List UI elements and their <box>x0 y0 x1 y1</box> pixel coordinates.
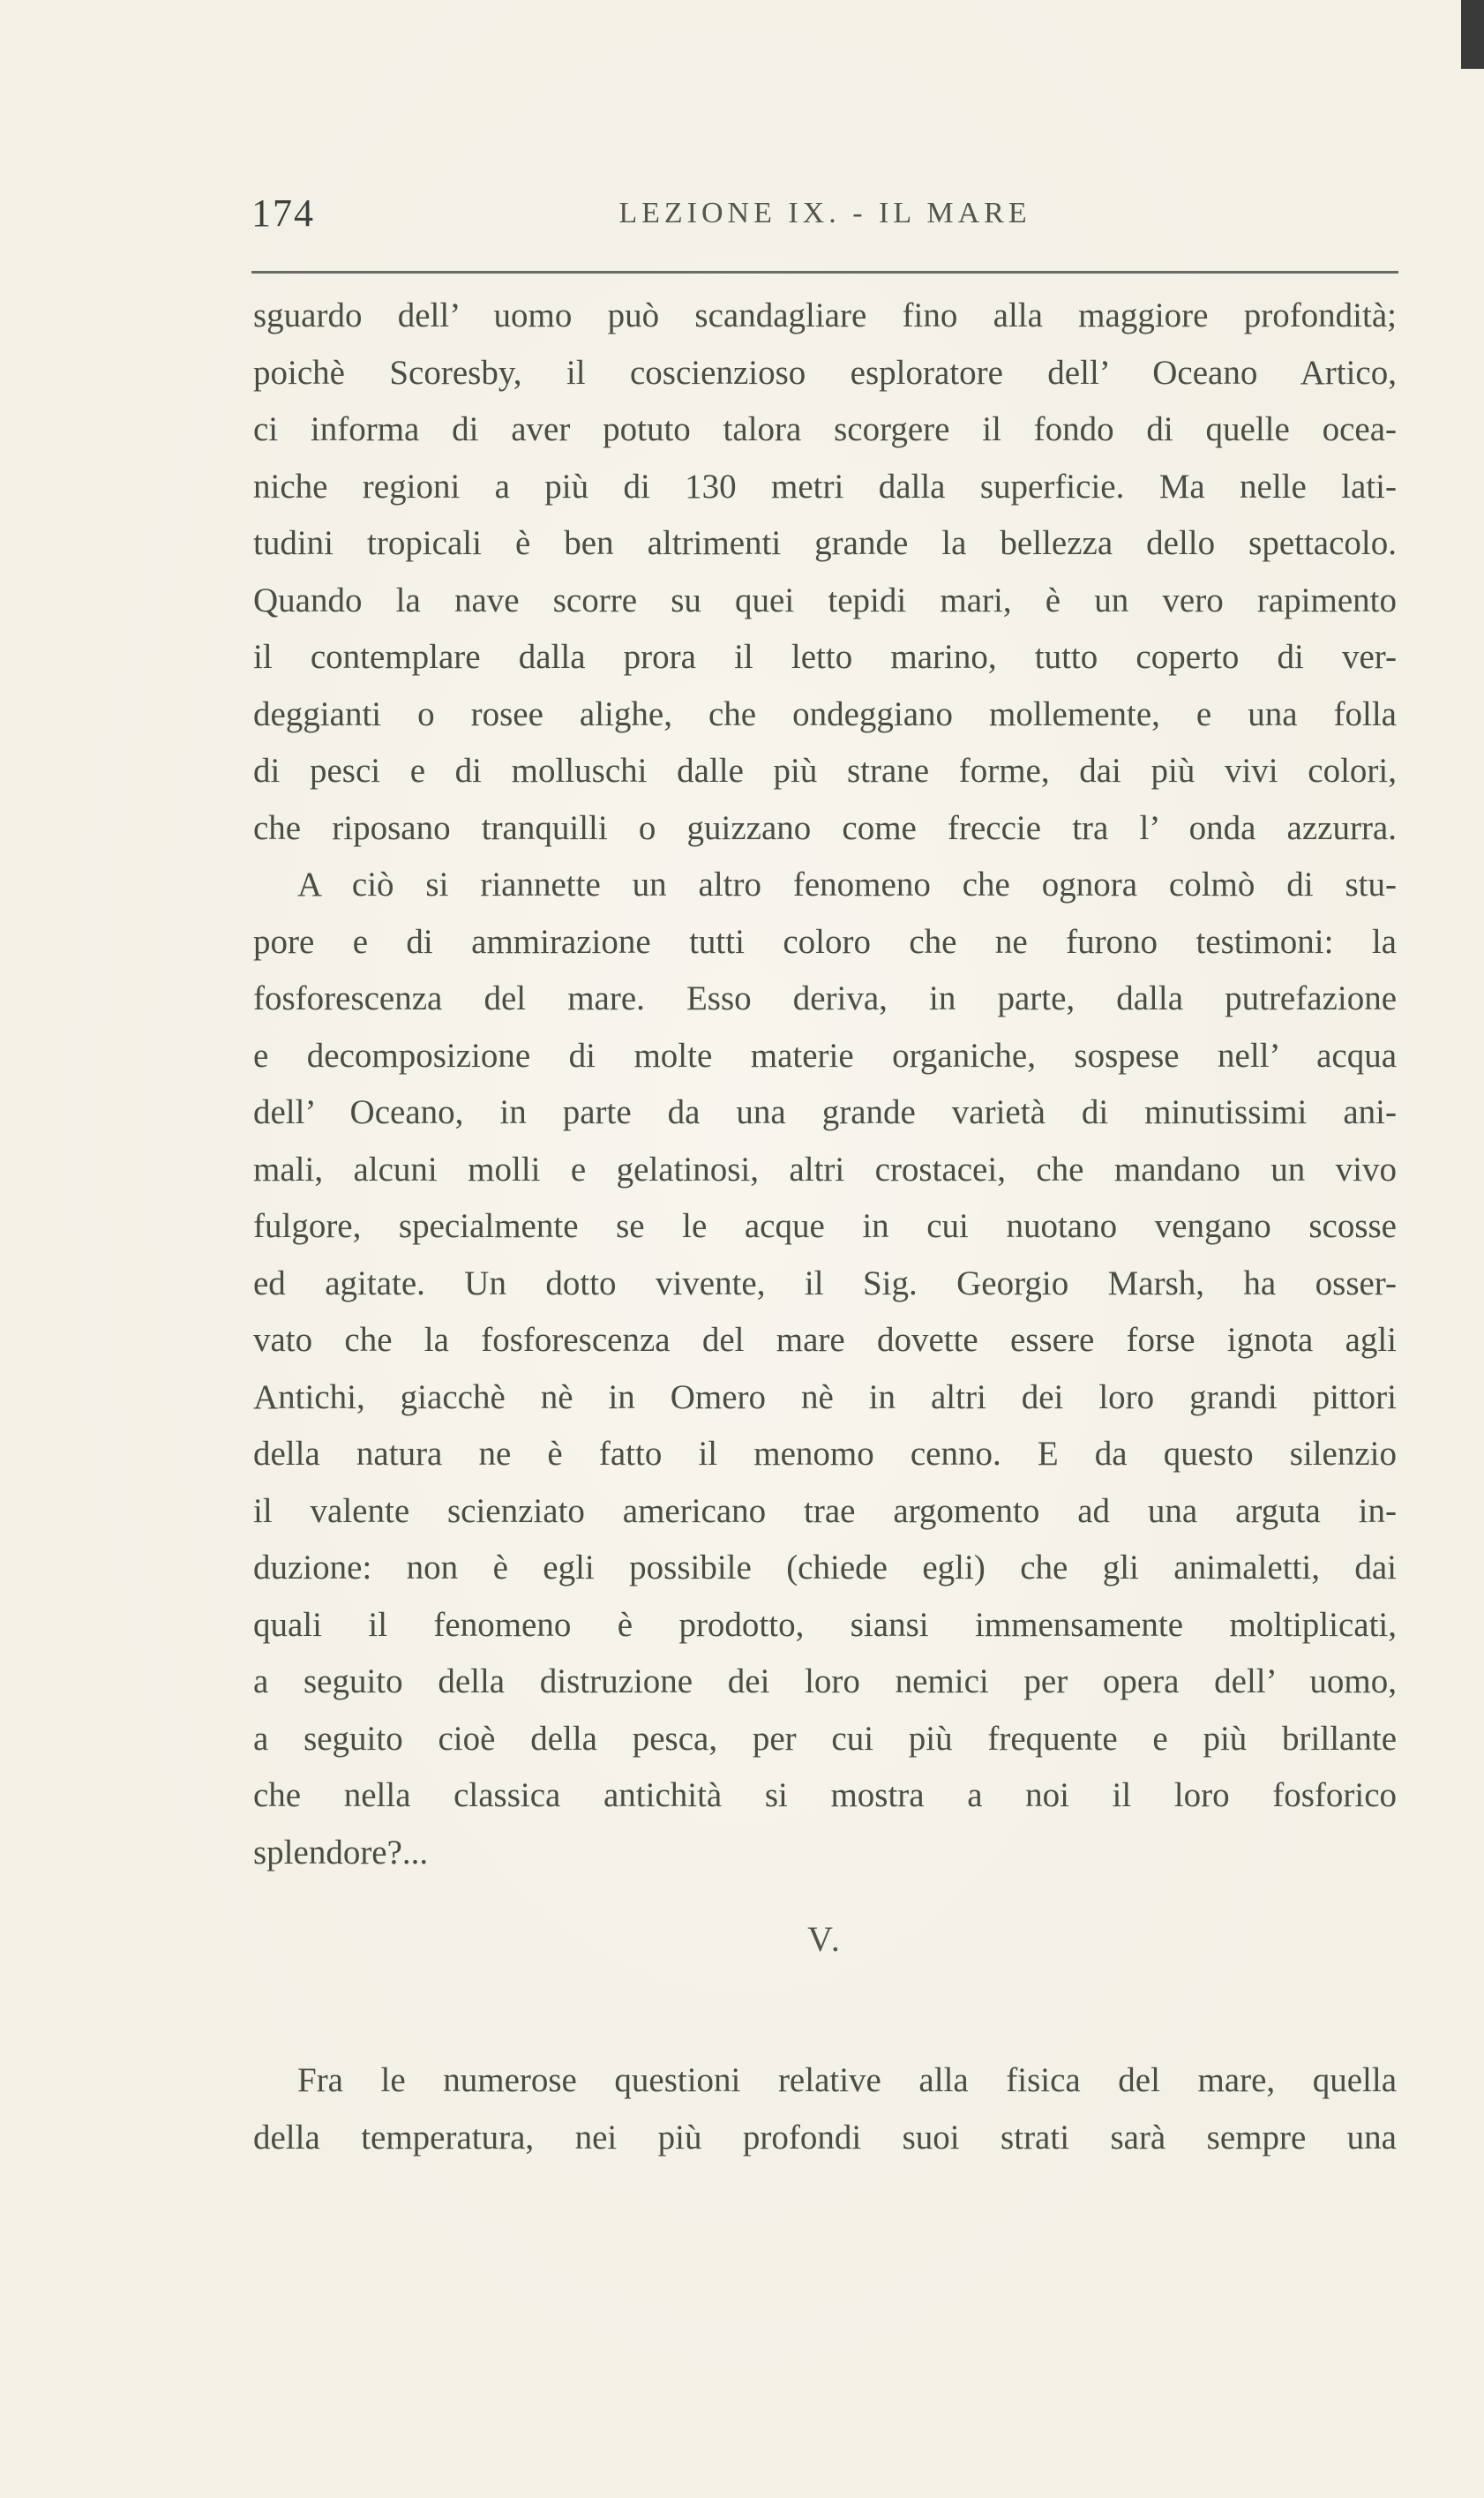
text-line: vato che la fosforescenza del mare dovette essere forse ignota agli <box>253 1321 1397 1359</box>
text-line: tudini tropicali è ben altrimenti grande la bellezza dello spettacolo. <box>253 524 1397 562</box>
text-line: fosforescenza del mare. Esso deriva, in parte, dalla putrefazione <box>253 979 1397 1017</box>
section-text-block <box>253 2052 1397 2166</box>
text-line: a seguito della distruzione dei loro nemici per opera dell’ uomo, <box>253 1662 1397 1700</box>
text-line: che riposano tranquilli o guizzano come freccie tra l’ onda azzurra. <box>253 808 1397 847</box>
text-line: di pesci e di molluschi dalle più strane forme, dai più vivi colori, <box>253 752 1397 790</box>
text-line: mali, alcuni molli e gelatinosi, altri crostacei, che mandano un vivo <box>253 1150 1397 1189</box>
text-line: poichè Scoresby, il coscienzioso esploratore dell’ Oceano Artico, <box>253 353 1397 392</box>
text-line: il valente scienziato americano trae argomento ad una arguta in- <box>253 1491 1397 1530</box>
text-line: della natura ne è fatto il menomo cenno. E da questo silenzio <box>253 1435 1397 1473</box>
paragraph-first-line: Fra le numerose questioni relative alla fisica del mare, quella <box>297 2061 1397 2099</box>
text-line: quali il fenomeno è prodotto, siansi immensamente moltiplicati, <box>253 1605 1397 1644</box>
text-line: dell’ Oceano, in parte da una grande varietà di minutissimi ani- <box>253 1093 1397 1131</box>
text-line: pore e di ammirazione tutti coloro che ne furono testimoni: la <box>253 922 1397 961</box>
text-line: ci informa di aver potuto talora scorgere il fondo di quelle ocea- <box>253 410 1397 448</box>
paragraph-first-line: A ciò si riannette un altro fenomeno che ognora colmò di stu- <box>297 866 1397 904</box>
text-line: niche regioni a più di 130 metri dalla superficie. Ma nelle lati- <box>253 467 1397 506</box>
text-line: Quando la nave scorre su quei tepidi mari, è un vero rapimento <box>253 581 1397 619</box>
section-heading: V. <box>807 1919 843 1959</box>
scan-edge-mark <box>1461 0 1484 69</box>
text-line: fulgore, specialmente se le acque in cui nuotano vengano scosse <box>253 1207 1397 1245</box>
text-line: Antichi, giacchè nè in Omero nè in altri dei loro grandi pittori <box>253 1377 1397 1416</box>
text-line: della temperatura, nei più profondi suoi strati sarà sempre una <box>253 2118 1397 2157</box>
text-line: sguardo dell’ uomo può scandagliare fino alla maggiore profondità; <box>253 296 1397 334</box>
text-line: che nella classica antichità si mostra a noi il loro fosforico <box>253 1776 1397 1814</box>
main-text-block <box>253 288 1397 1881</box>
text-line: a seguito cioè della pesca, per cui più frequente e più brillante <box>253 1719 1397 1758</box>
text-line: il contemplare dalla prora il letto marino, tutto coperto di ver- <box>253 638 1397 676</box>
running-title: LEZIONE IX. - IL MARE <box>618 197 1031 229</box>
text-line: deggianti o rosee alighe, che ondeggiano mollemente, e una folla <box>253 694 1397 733</box>
text-line: ed agitate. Un dotto vivente, il Sig. Georgio Marsh, ha osser- <box>253 1264 1397 1302</box>
text-line: duzione: non è egli possibile (chiede egli) che gli animaletti, dai <box>253 1549 1397 1587</box>
paragraph-last-line: splendore?... <box>253 1833 429 1872</box>
header-rule <box>251 271 1398 274</box>
text-line: e decomposizione di molte materie organiche, sospese nell’ acqua <box>253 1036 1397 1075</box>
running-header <box>251 187 1398 240</box>
page-number: 174 <box>251 191 315 235</box>
